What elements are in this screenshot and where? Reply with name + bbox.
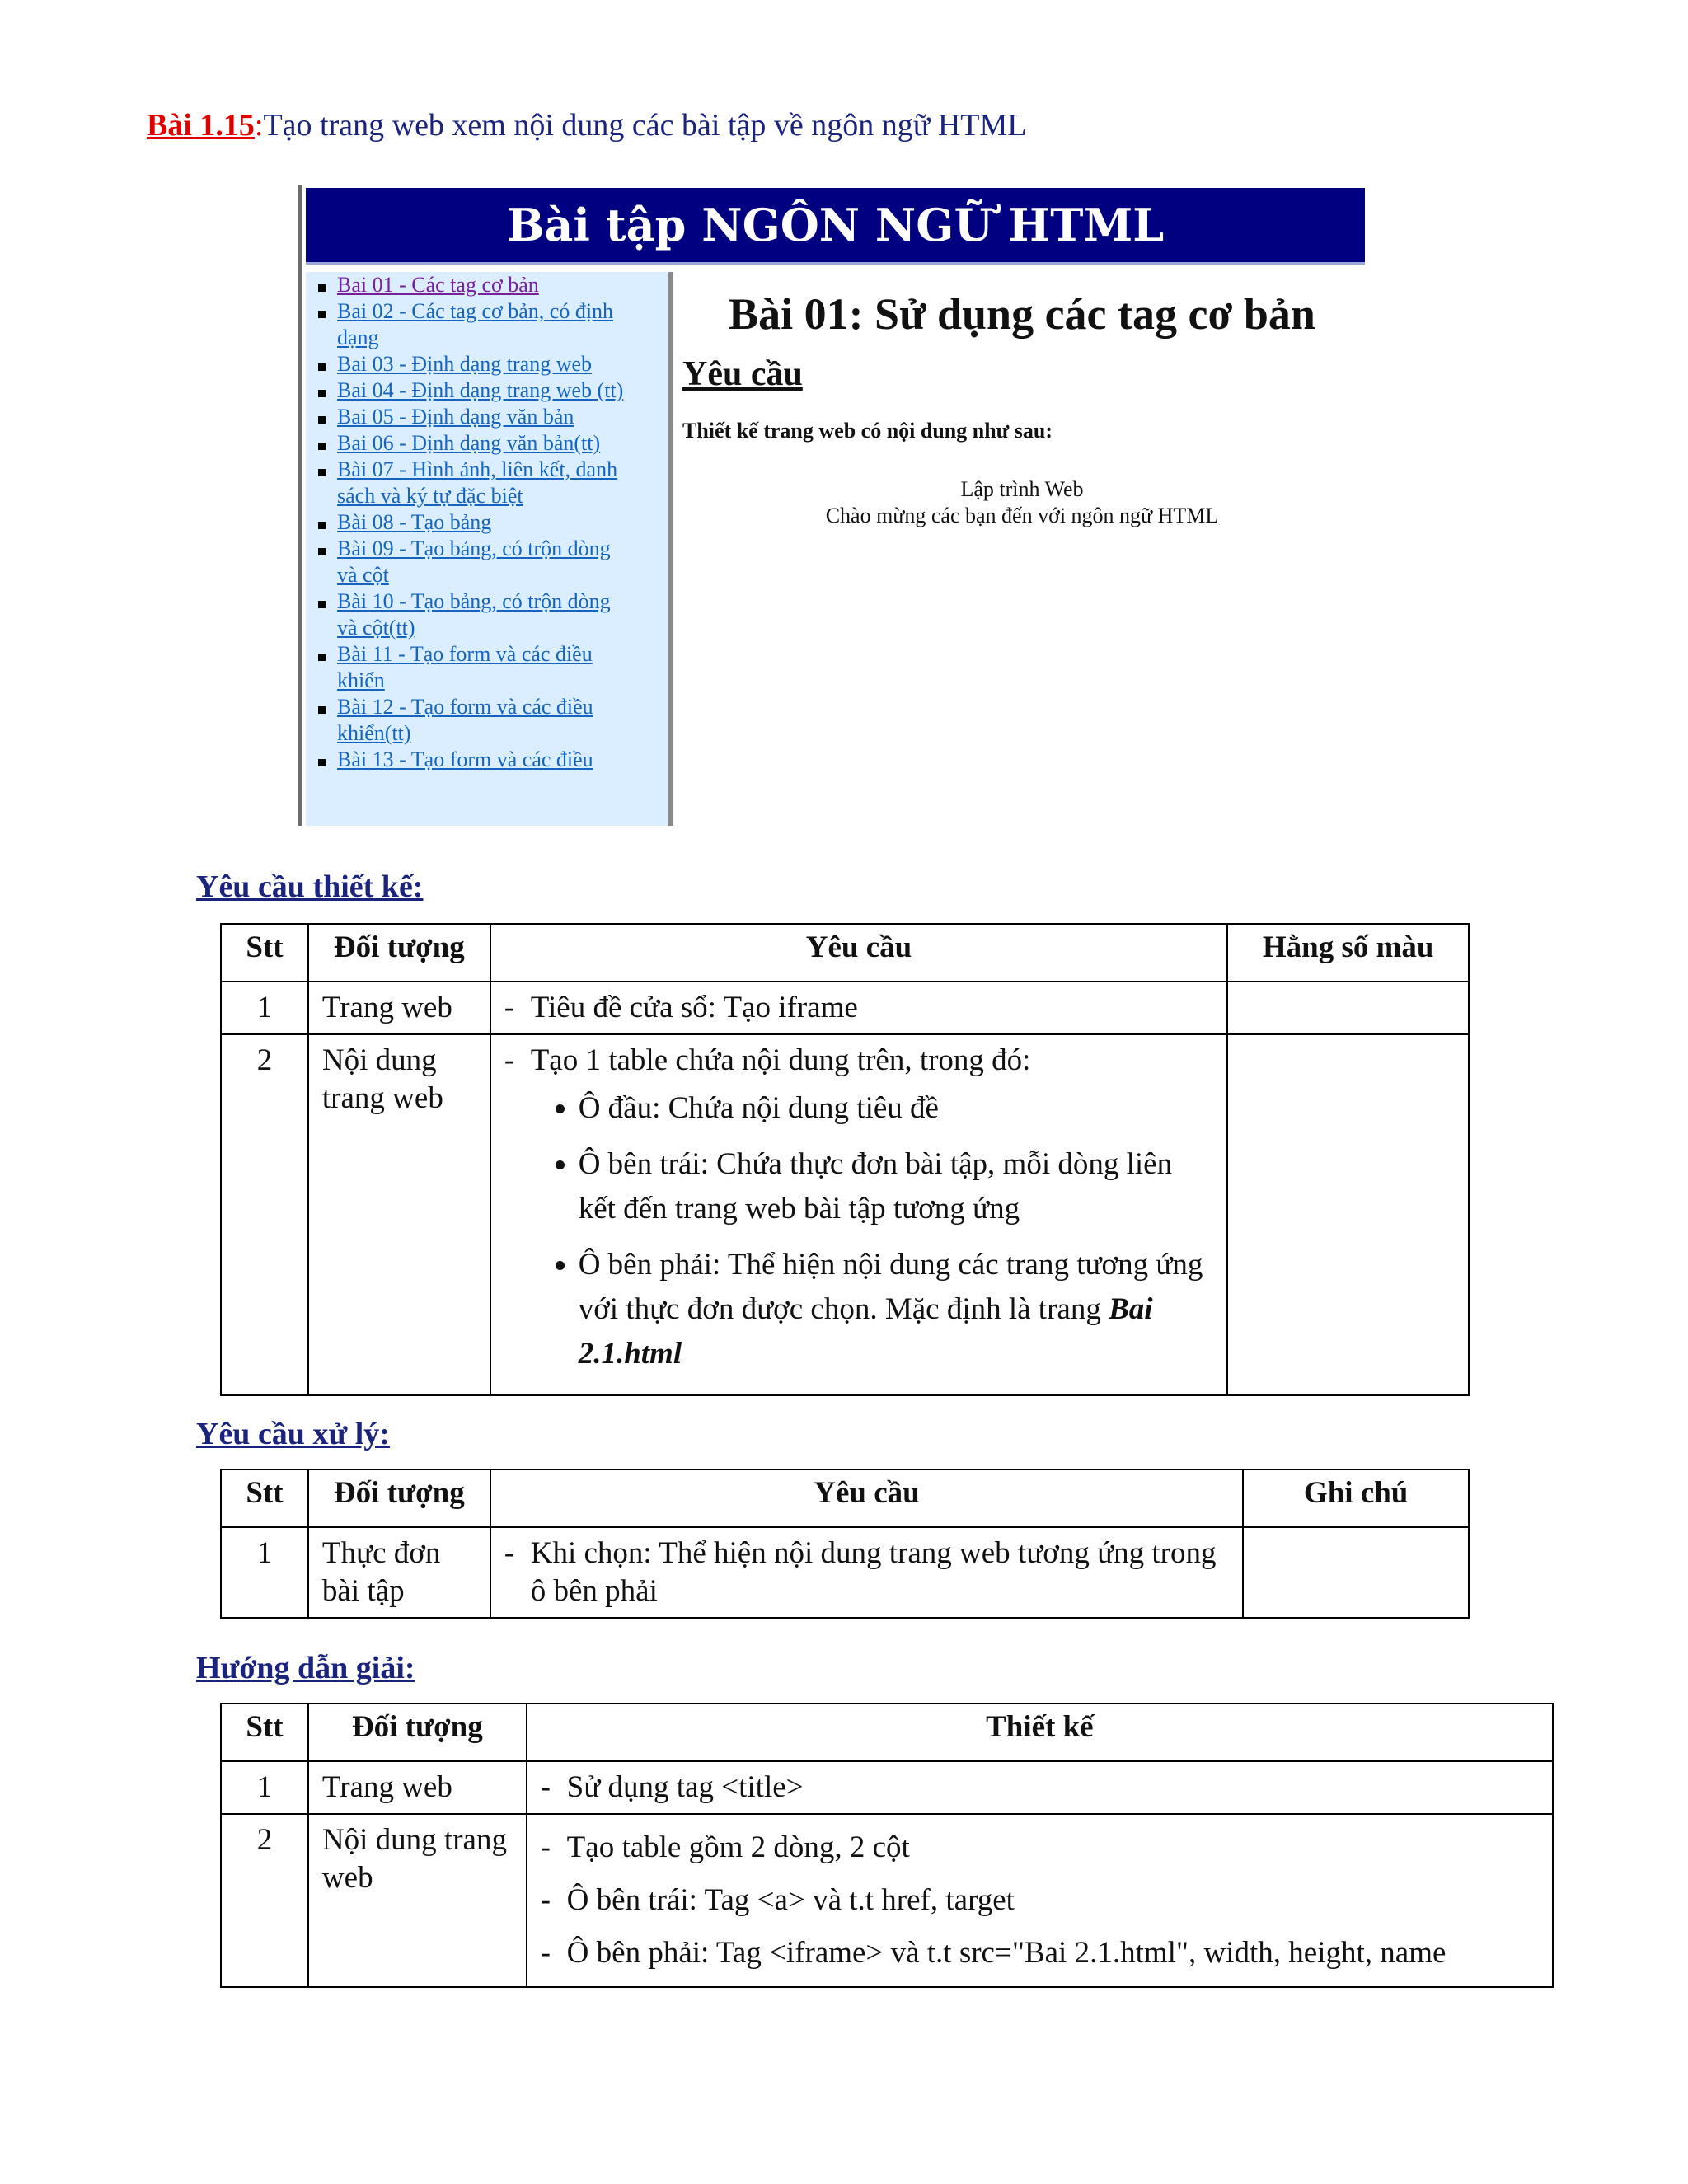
col-header: Stt: [221, 924, 308, 982]
section-heading-processing: Yêu cầu xử lý:: [196, 1417, 390, 1451]
menu-link[interactable]: Bai 01 - Các tag cơ bản: [337, 273, 539, 297]
col-header: Stt: [221, 1704, 308, 1761]
requirement-line: - Tiêu đề cửa sổ: Tạo iframe: [504, 989, 1214, 1027]
menu-link[interactable]: Bài 12 - Tạo form và các điều khiển(tt): [337, 695, 593, 745]
requirement-line: - Khi chọn: Thể hiện nội dung trang web tương ứng trong ô bên phải: [504, 1535, 1230, 1610]
bullet-item: [579, 1243, 1214, 1376]
bullet-item: • Ô đầu: Chứa nội dung tiêu đề: [579, 1086, 1214, 1131]
menu-item[interactable]: [306, 404, 668, 430]
menu-link[interactable]: Bài 11 - Tạo form và các điều khiển: [337, 642, 593, 692]
menu-item[interactable]: [306, 457, 668, 509]
cell-color: [1227, 1034, 1469, 1395]
title-text: Tạo trang web xem nội dung các bài tập về ngôn ngữ HTML: [263, 108, 1027, 143]
cell-requirement: [490, 982, 1228, 1034]
cell-object: Nội dung trang web: [308, 1814, 527, 1987]
col-header: Đối tượng: [308, 1704, 527, 1761]
menu-link[interactable]: Bài 09 - Tạo bảng, có trộn dòng và cột: [337, 537, 611, 587]
bullet-item: • Ô bên trái: Chứa thực đơn bài tập, mỗi dòng liên kết đến trang web bài tập tương ứng: [579, 1142, 1214, 1231]
section-heading-design: Yêu cầu thiết kế:: [196, 869, 424, 904]
table-header-row: [221, 1469, 1469, 1527]
table-row: [221, 1761, 1553, 1814]
menu-link[interactable]: Bài 07 - Hình ảnh, liên kết, danh sách và ký tự đặc biệt: [337, 457, 618, 508]
sample-line: Chào mừng các bạn đến với ngôn ngữ HTML: [825, 504, 1219, 527]
content-sample: [679, 476, 1365, 529]
menu-item[interactable]: [306, 588, 668, 641]
table-row: [221, 982, 1469, 1034]
content-description: Thiết kế trang web có nội dung như sau:: [682, 419, 1053, 443]
col-header: Đối tượng: [308, 924, 490, 982]
menu-link[interactable]: Bai 04 - Định dạng trang web (tt): [337, 378, 624, 402]
cell-object: Thực đơn bài tập: [308, 1527, 490, 1618]
screenshot-menu: [306, 272, 673, 826]
table-header-row: [221, 1704, 1553, 1761]
content-subheading: Yêu cầu: [682, 355, 803, 393]
cell-stt: 1: [221, 1761, 308, 1814]
screenshot-header: Bài tập NGÔN NGỮ HTML: [306, 188, 1365, 265]
col-header: Ghi chú: [1243, 1469, 1469, 1527]
cell-stt: 2: [221, 1034, 308, 1395]
table-row: [221, 1034, 1469, 1395]
menu-item[interactable]: [306, 509, 668, 536]
menu-item[interactable]: [306, 747, 668, 773]
menu-link[interactable]: Bai 06 - Định dạng văn bản(tt): [337, 431, 601, 455]
cell-object: Trang web: [308, 1761, 527, 1814]
table-header-row: [221, 924, 1469, 982]
menu-item[interactable]: [306, 430, 668, 457]
menu-item[interactable]: [306, 694, 668, 747]
table-row: [221, 1527, 1469, 1618]
col-header: Yêu cầu: [490, 1469, 1244, 1527]
section-heading-guide: Hướng dẫn giải:: [196, 1651, 415, 1685]
table-row: [221, 1814, 1553, 1987]
design-line: - Tạo table gồm 2 dòng, 2 cột: [541, 1821, 1539, 1874]
col-header: Stt: [221, 1469, 308, 1527]
menu-link[interactable]: Bài 08 - Tạo bảng: [337, 510, 492, 534]
menu-link[interactable]: Bài 10 - Tạo bảng, có trộn dòng và cột(tt): [337, 589, 611, 640]
design-table: [220, 923, 1470, 1396]
content-heading: Bài 01: Sử dụng các tag cơ bản: [729, 289, 1315, 339]
menu-link[interactable]: Bai 03 - Định dạng trang web: [337, 352, 593, 376]
col-header: Thiết kế: [527, 1704, 1553, 1761]
page-title: [147, 107, 1026, 143]
cell-stt: 1: [221, 1527, 308, 1618]
menu-item[interactable]: [306, 272, 668, 298]
bullet-text: Ô bên phải: Thể hiện nội dung các trang tương ứng với thực đơn được chọn. Mặc định là trang: [578, 1248, 1203, 1326]
menu-list: [306, 272, 668, 773]
cell-stt: 2: [221, 1814, 308, 1987]
menu-item[interactable]: [306, 351, 668, 377]
cell-object: Trang web: [308, 982, 490, 1034]
design-line: - Sử dụng tag <title>: [541, 1769, 1539, 1807]
guide-table: [220, 1703, 1554, 1988]
sample-page-screenshot: [298, 185, 1365, 826]
design-line: - Ô bên trái: Tag <a> và t.t href, target: [541, 1874, 1539, 1927]
cell-requirement: [490, 1527, 1244, 1618]
processing-table: [220, 1469, 1470, 1619]
cell-object: Nội dung trang web: [308, 1034, 490, 1395]
cell-stt: 1: [221, 982, 308, 1034]
menu-item[interactable]: [306, 641, 668, 694]
sample-line: Lập trình Web: [960, 477, 1084, 501]
screenshot-left-border: [298, 185, 302, 826]
menu-link[interactable]: Bài 13 - Tạo form và các điều: [337, 748, 593, 771]
menu-item[interactable]: [306, 536, 668, 588]
menu-item[interactable]: [306, 377, 668, 404]
cell-design: [527, 1761, 1553, 1814]
requirement-bullets: [504, 1086, 1214, 1376]
col-header: Hằng số màu: [1227, 924, 1469, 982]
cell-requirement: [490, 1034, 1228, 1395]
menu-item[interactable]: [306, 298, 668, 351]
title-colon: :: [254, 108, 264, 143]
col-header: Đối tượng: [308, 1469, 490, 1527]
requirement-line: - Tạo 1 table chứa nội dung trên, trong đó:: [504, 1042, 1214, 1080]
screenshot-content: [679, 272, 1365, 826]
exercise-number: Bài 1.15: [147, 108, 255, 143]
cell-note: [1243, 1527, 1469, 1618]
col-header: Yêu cầu: [490, 924, 1228, 982]
cell-design: [527, 1814, 1553, 1987]
default-file-name: Bai 2.1.html: [578, 1292, 1153, 1371]
menu-link[interactable]: Bai 02 - Các tag cơ bản, có định dạng: [337, 299, 614, 349]
cell-color: [1227, 982, 1469, 1034]
design-line: - Ô bên phải: Tag <iframe> và t.t src="Bai 2.1.html", width, height, name: [541, 1927, 1539, 1980]
menu-link[interactable]: Bai 05 - Định dạng văn bản: [337, 405, 574, 429]
